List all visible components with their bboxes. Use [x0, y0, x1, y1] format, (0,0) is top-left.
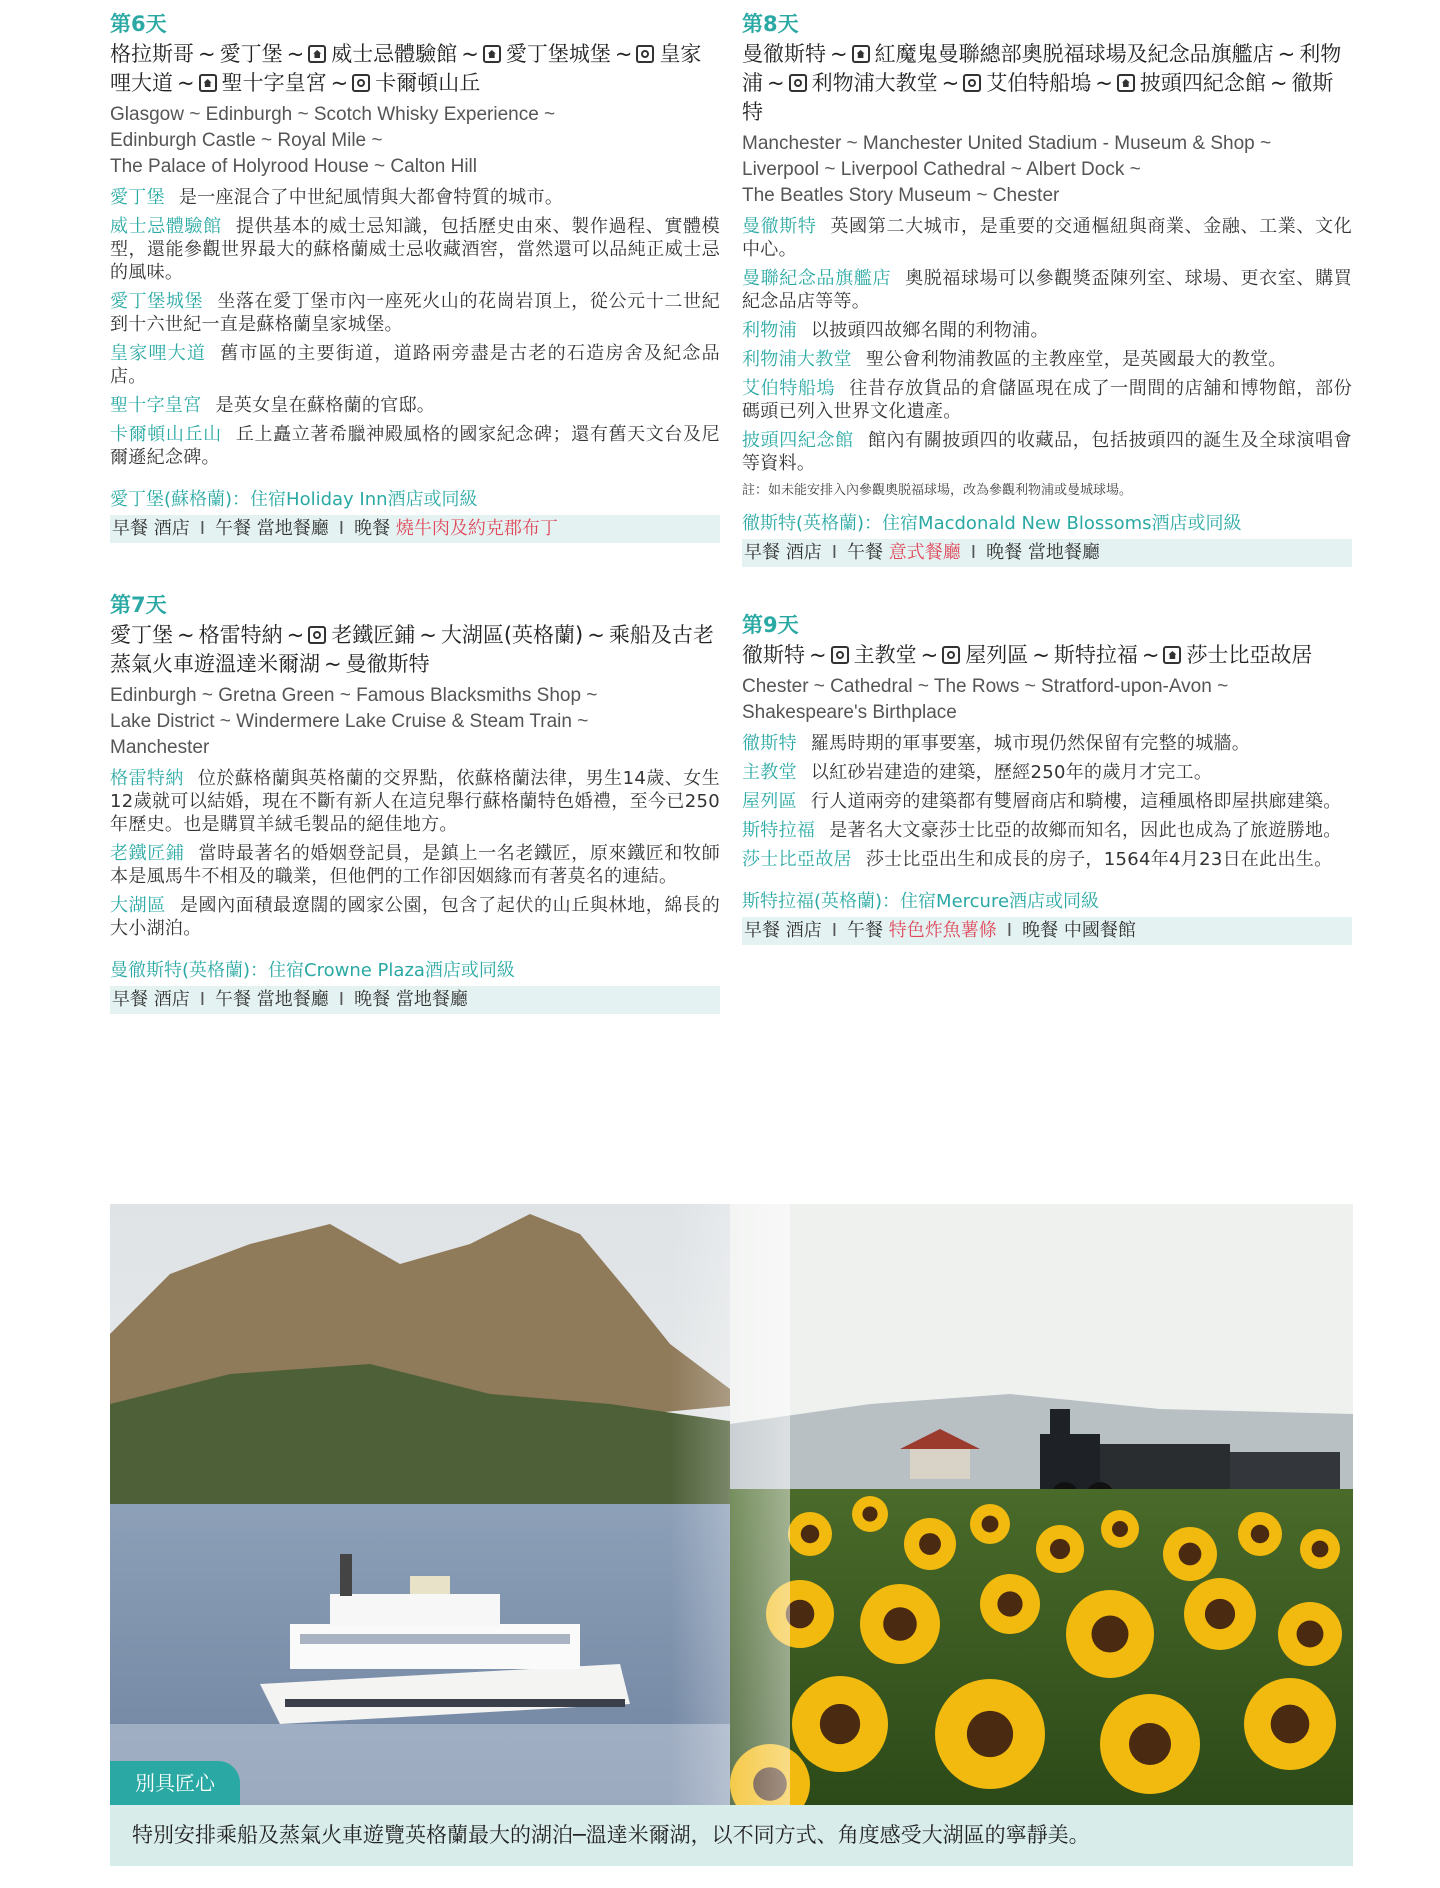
house-icon: [1117, 74, 1135, 92]
description-term: 格雷特納: [110, 768, 184, 789]
route-separator: ~: [830, 42, 848, 66]
description-term: 利物浦: [742, 320, 797, 341]
camera-icon: [963, 74, 981, 92]
description-term: 愛丁堡: [110, 187, 165, 208]
english-route-line: Shakespeare's Birthplace: [742, 702, 957, 723]
meals-bar: [742, 917, 1352, 945]
description-text: 當時最著名的婚姻登記員，是鎮上一名老鐵匠，原來鐵匠和牧師本是風馬牛不相及的職業，但他們的工作卻因姻緣而有著莫名的連結。: [110, 843, 720, 887]
description-item: [742, 319, 1352, 342]
route-stop-label: 曼徹斯特: [345, 652, 430, 676]
meal-label: 早餐: [112, 518, 148, 539]
english-route-line: The Palace of Holyrood House ~ Calton Hill: [110, 156, 477, 177]
route-separator: ~: [1277, 42, 1296, 66]
route-separator: ~: [809, 643, 827, 667]
meal-value: 當地餐廳: [256, 518, 329, 539]
route-separator: ~: [461, 42, 479, 66]
description-text: 丘上矗立著希臘神殿風格的國家紀念碑；還有舊天文台及尼爾遜紀念碑。: [110, 424, 720, 468]
description-term: 卡爾頓山丘山: [110, 424, 222, 445]
sunflower-center: [1205, 1599, 1235, 1629]
route: [742, 40, 1352, 127]
meal-value: 酒店: [153, 989, 190, 1010]
description-text: 奧脱福球場可以參觀獎盃陳列室、球場、更衣室、購買紀念品店等等。: [742, 268, 1353, 312]
meal-label: 晚餐: [354, 518, 391, 539]
description-text: 英國第二大城市，是重要的交通樞紐與商業、金融、工業、文化中心。: [742, 216, 1352, 260]
description-text: 往昔存放貨品的倉儲區現在成了一間間的店舖和博物館，部份碼頭已列入世界文化遺產。: [742, 378, 1352, 422]
route-stop-label: 徹斯特: [742, 643, 805, 667]
description-item: [742, 215, 1352, 261]
description-term: 曼聯紀念品旗艦店: [742, 268, 892, 289]
description-text: 是著名大文豪莎士比亞的故鄉而知名，因此也成為了旅遊勝地。: [829, 820, 1342, 841]
photo-illustration: [110, 1204, 1353, 1805]
route-stop: [308, 623, 415, 647]
description-item: [742, 848, 1352, 871]
description-term: 威士忌體驗館: [110, 216, 222, 237]
description-term: 艾伯特船塢: [742, 378, 836, 399]
sunflower-center: [967, 1711, 1013, 1757]
description-text: 是國內面積最遼闊的國家公園，包含了起伏的山丘與林地，綿長的大小湖泊。: [110, 895, 720, 939]
meal-value: 意式餐廳: [888, 542, 961, 563]
meal-value: 當地餐廳: [1027, 542, 1100, 563]
route-separator: ~: [286, 42, 305, 66]
hotel-info: 愛丁堡(蘇格蘭)：住宿Holiday Inn酒店或同級: [110, 489, 478, 510]
description-item: [110, 290, 720, 336]
meal-value: 酒店: [785, 920, 822, 941]
house-icon: [199, 74, 217, 92]
description-text: 以紅砂岩建造的建築，歷經250年的歲月才完工。: [810, 762, 1213, 783]
day-title: 第8天: [742, 12, 799, 36]
sunflower-center: [801, 1525, 819, 1543]
route-stop: [352, 71, 480, 95]
route-stop: [110, 623, 173, 647]
route-separator: ~: [920, 643, 939, 667]
english-route: [742, 674, 1352, 726]
sunflower-center: [786, 1600, 815, 1629]
day-8-section: [742, 8, 1352, 567]
meal-divider: I: [338, 989, 345, 1010]
description-item: [110, 342, 720, 388]
meal-value: 中國餐館: [1063, 920, 1136, 941]
description-text: 館內有關披頭四的收藏品，包括披頭四的誕生及全球演唱會等資料。: [742, 430, 1352, 474]
route-stop-label: 聖十字皇宮: [221, 71, 327, 95]
meal-value: 燒牛肉及約克郡布丁: [395, 518, 558, 539]
camera-icon: [831, 646, 849, 664]
meal-divider: I: [831, 920, 838, 941]
route-stop-label: 愛丁堡: [110, 623, 173, 647]
description-term: 曼徹斯特: [742, 216, 817, 237]
route-stop-label: 卡爾頓山丘: [375, 71, 481, 95]
route-stop: [1117, 71, 1266, 95]
description-term: 聖十字皇宮: [110, 395, 202, 416]
route-stop: [483, 42, 611, 66]
sunflower-center: [862, 1506, 877, 1521]
description-item: [742, 732, 1352, 755]
day-7-section: [110, 589, 720, 1014]
hotel-info: 徹斯特(英格蘭)：住宿Macdonald New Blossoms酒店或同級: [742, 513, 1242, 534]
route: [110, 40, 720, 98]
route-separator: ~: [1269, 71, 1288, 95]
route-stop-label: 利物浦: [742, 42, 1342, 95]
description-term: 徹斯特: [742, 733, 797, 754]
meal-value: 當地餐廳: [395, 989, 468, 1010]
description-item: [742, 267, 1352, 313]
route-stop-label: 威士忌體驗館: [331, 42, 458, 66]
camera-icon: [636, 45, 654, 63]
description-item: [110, 842, 720, 888]
description-list: [742, 732, 1352, 871]
description-term: 主教堂: [742, 762, 797, 783]
house-icon: [852, 45, 870, 63]
english-route-line: The Beatles Story Museum ~ Chester: [742, 185, 1060, 206]
sunflower-center: [1271, 1705, 1310, 1744]
route-stop: [831, 643, 917, 667]
route-separator: ~: [330, 71, 349, 95]
route-stop: [942, 643, 1028, 667]
english-route-line: Edinburgh Castle ~ Royal Mile ~: [110, 130, 383, 151]
sunflower-center: [1092, 1616, 1129, 1653]
route-stop-label: 老鐵匠鋪: [331, 623, 416, 647]
feature-caption: 特別安排乘船及蒸氣火車遊覽英格蘭最大的湖泊─溫達米爾湖，以不同方式、角度感受大湖區的寧靜美。: [110, 1805, 1353, 1866]
meal-divider: I: [1006, 920, 1013, 941]
description-term: 莎士比亞故居: [742, 849, 852, 870]
camera-icon: [352, 74, 370, 92]
route-stop-label: 主教堂: [853, 643, 917, 667]
sunflower-center: [1297, 1621, 1324, 1648]
meal-label: 早餐: [112, 989, 148, 1010]
hotel-info: 斯特拉福(英格蘭)：住宿Mercure酒店或同級: [742, 891, 1100, 912]
route-separator: ~: [1141, 643, 1160, 667]
footnote: 註：如未能安排入內參觀奧脱福球場，改為參觀利物浦或曼城球場。: [742, 483, 1133, 498]
description-item: [742, 348, 1352, 371]
route-separator: ~: [177, 623, 195, 647]
left-column: [110, 8, 720, 1052]
description-term: 大湖區: [110, 895, 166, 916]
english-route: [110, 102, 720, 180]
description-term: 披頭四紀念館: [742, 430, 854, 451]
english-route-line: Glasgow ~ Edinburgh ~ Scotch Whisky Experience ~: [110, 104, 556, 125]
english-route-line: Edinburgh ~ Gretna Green ~ Famous Blacksmiths Shop ~: [110, 685, 598, 706]
meal-label: 早餐: [744, 542, 780, 563]
route-separator: ~: [1095, 71, 1113, 95]
day-9-section: [742, 609, 1352, 945]
meal-divider: I: [199, 989, 206, 1010]
route-stop-label: 披頭四紀念館: [1139, 71, 1266, 95]
meal-value: 當地餐廳: [256, 989, 329, 1010]
description-item: [110, 215, 720, 284]
feature-photo-lake-and-train: [110, 1204, 1353, 1805]
sunflower-center: [982, 1516, 999, 1533]
sunflower-center: [820, 1704, 860, 1744]
sunflower-center: [1251, 1525, 1269, 1543]
route-stop-label: 屋列區: [965, 643, 1029, 667]
route-stop: [1054, 643, 1138, 667]
sunflower-center: [1050, 1539, 1070, 1559]
description-text: 聖公會利物浦教區的主教座堂，是英國最大的教堂。: [865, 349, 1287, 370]
route-separator: ~: [177, 71, 195, 95]
route-stop: [1163, 643, 1312, 667]
route: [110, 621, 720, 679]
description-item: [110, 423, 720, 469]
description-term: 老鐵匠鋪: [110, 843, 185, 864]
house-icon: [483, 45, 501, 63]
route-stop: [220, 42, 283, 66]
sunflower-center: [919, 1533, 941, 1555]
description-text: 莎士比亞出生和成長的房子，1564年4月23日在此出生。: [865, 849, 1333, 870]
meals-bar: [110, 515, 720, 543]
description-text: 位於蘇格蘭與英格蘭的交界點，依蘇格蘭法律，男生14歲、女生12歲就可以結婚，現在不斷有新人在這兒舉行蘇格蘭特色婚禮，至今已250年歷史。也是購買羊絨毛製品的絕佳地方。: [110, 768, 720, 835]
day-title: 第7天: [110, 593, 167, 617]
description-text: 以披頭四故鄉名聞的利物浦。: [810, 320, 1049, 341]
meal-value: 酒店: [785, 542, 822, 563]
meal-divider: I: [338, 518, 345, 539]
route-stop: [110, 42, 194, 66]
right-column: [742, 8, 1352, 983]
route-separator: ~: [767, 71, 785, 95]
route-separator: ~: [324, 652, 342, 676]
meal-label: 晚餐: [354, 989, 391, 1010]
english-route-line: Manchester: [110, 737, 210, 758]
meal-divider: I: [970, 542, 977, 563]
description-item: [110, 394, 720, 417]
meal-value: 酒店: [153, 518, 190, 539]
route-stop: [742, 643, 805, 667]
meal-label: 午餐: [847, 920, 884, 941]
meal-label: 午餐: [215, 518, 252, 539]
route-stop: [742, 42, 826, 66]
route-stop: [441, 623, 583, 647]
route-separator: ~: [941, 71, 960, 95]
description-term: 利物浦大教堂: [742, 349, 852, 370]
house-icon: [1163, 646, 1181, 664]
route-stop: [308, 42, 457, 66]
sunflower-center: [1179, 1543, 1202, 1566]
route-stop-label: 艾伯特船塢: [986, 71, 1092, 95]
meal-value: 特色炸魚薯條: [888, 920, 997, 941]
route-stop-label: 皇家哩大道: [110, 42, 702, 95]
route-stop: [346, 652, 430, 676]
day-title: 第6天: [110, 12, 167, 36]
description-term: 皇家哩大道: [110, 343, 207, 364]
meal-divider: I: [199, 518, 206, 539]
camera-icon: [789, 74, 807, 92]
meal-label: 晚餐: [986, 542, 1023, 563]
meal-label: 晚餐: [1022, 920, 1059, 941]
route-stop: [199, 71, 327, 95]
house-icon: [308, 45, 326, 63]
description-text: 舊市區的主要街道，道路兩旁盡是古老的石造房舍及紀念品店。: [110, 343, 720, 387]
description-item: [742, 790, 1352, 813]
meal-label: 午餐: [215, 989, 252, 1010]
route-stop-label: 利物浦大教堂: [811, 71, 938, 95]
english-route: [742, 131, 1352, 209]
camera-icon: [942, 646, 960, 664]
hotel-info: 曼徹斯特(英格蘭)：住宿Crowne Plaza酒店或同級: [110, 960, 515, 981]
description-term: 愛丁堡城堡: [110, 291, 204, 312]
route-separator: ~: [419, 623, 437, 647]
description-list: [110, 767, 720, 940]
english-route-line: Liverpool ~ Liverpool Cathedral ~ Albert Dock ~: [742, 159, 1141, 180]
description-list: [110, 186, 720, 469]
route-stop-label: 斯特拉福: [1053, 643, 1138, 667]
description-text: 行人道兩旁的建築都有雙層商店和騎樓，這種風格即屋拱廊建築。: [810, 791, 1342, 812]
route-stop-label: 格拉斯哥: [110, 42, 194, 66]
description-text: 是一座混合了中世紀風情與大都會特質的城市。: [178, 187, 564, 208]
sunflower-center: [1129, 1723, 1171, 1765]
route-separator: ~: [614, 42, 633, 66]
route-stop-label: 愛丁堡城堡: [505, 42, 611, 66]
description-item: [110, 767, 720, 836]
route-stop-label: 乘船及古老蒸氣火車遊溫達米爾湖: [110, 623, 714, 676]
sunflower-center: [1112, 1521, 1128, 1537]
route-stop-label: 莎士比亞故居: [1186, 643, 1313, 667]
route-stop: [963, 71, 1091, 95]
description-item: [110, 186, 720, 209]
route-stop-label: 格雷特納: [198, 623, 283, 647]
description-term: 斯特拉福: [742, 820, 816, 841]
description-item: [742, 819, 1352, 842]
route-stop-label: 曼徹斯特: [742, 42, 826, 66]
route-separator: ~: [286, 623, 305, 647]
description-text: 坐落在愛丁堡市內一座死火山的花崗岩頂上，從公元十二世紀到十六世紀一直是蘇格蘭皇家城堡。: [110, 291, 720, 335]
day-6-section: [110, 8, 720, 543]
route-separator: ~: [1032, 643, 1050, 667]
route-stop-label: 大湖區(英格蘭): [440, 623, 584, 647]
day-title: 第9天: [742, 613, 799, 637]
route-stop: [199, 623, 283, 647]
route-stop: [789, 71, 938, 95]
english-route-line: Manchester ~ Manchester United Stadium - Museum & Shop ~: [742, 133, 1272, 154]
description-list: [742, 215, 1352, 475]
route-stop-label: 徹斯特: [742, 71, 1334, 124]
description-text: 羅馬時期的軍事要塞，城市現仍然保留有完整的城牆。: [810, 733, 1251, 754]
meal-label: 早餐: [744, 920, 780, 941]
sunflower-center: [883, 1607, 917, 1641]
description-term: 屋列區: [742, 791, 797, 812]
english-route-line: Lake District ~ Windermere Lake Cruise & Steam Train ~: [110, 711, 589, 732]
route-separator: ~: [198, 42, 216, 66]
sunflower-center: [997, 1591, 1022, 1616]
feature-badge: 別具匠心: [110, 1761, 240, 1805]
route-stop: [852, 42, 1274, 66]
description-text: 是英女皇在蘇格蘭的官邸。: [215, 395, 436, 416]
route: [742, 641, 1352, 670]
meal-label: 午餐: [847, 542, 884, 563]
description-item: [110, 894, 720, 940]
route-stop-label: 紅魔鬼曼聯總部奧脱福球場及紀念品旗艦店: [874, 42, 1274, 66]
route-separator: ~: [587, 623, 605, 647]
description-item: [742, 377, 1352, 423]
meals-bar: [110, 986, 720, 1014]
meal-divider: I: [831, 542, 838, 563]
english-route: [110, 683, 720, 761]
meals-bar: [742, 539, 1352, 567]
sunflower-center: [1312, 1541, 1329, 1558]
description-text: 提供基本的威士忌知識，包括歷史由來、製作過程、實體模型，還能參觀世界最大的蘇格蘭威士忌收藏酒窖，當然還可以品純正威士忌的風味。: [110, 216, 720, 283]
route-stop-label: 愛丁堡: [219, 42, 283, 66]
description-item: [742, 761, 1352, 784]
description-item: [742, 429, 1352, 475]
english-route-line: Chester ~ Cathedral ~ The Rows ~ Stratford-upon-Avon ~: [742, 676, 1229, 697]
camera-icon: [308, 626, 326, 644]
